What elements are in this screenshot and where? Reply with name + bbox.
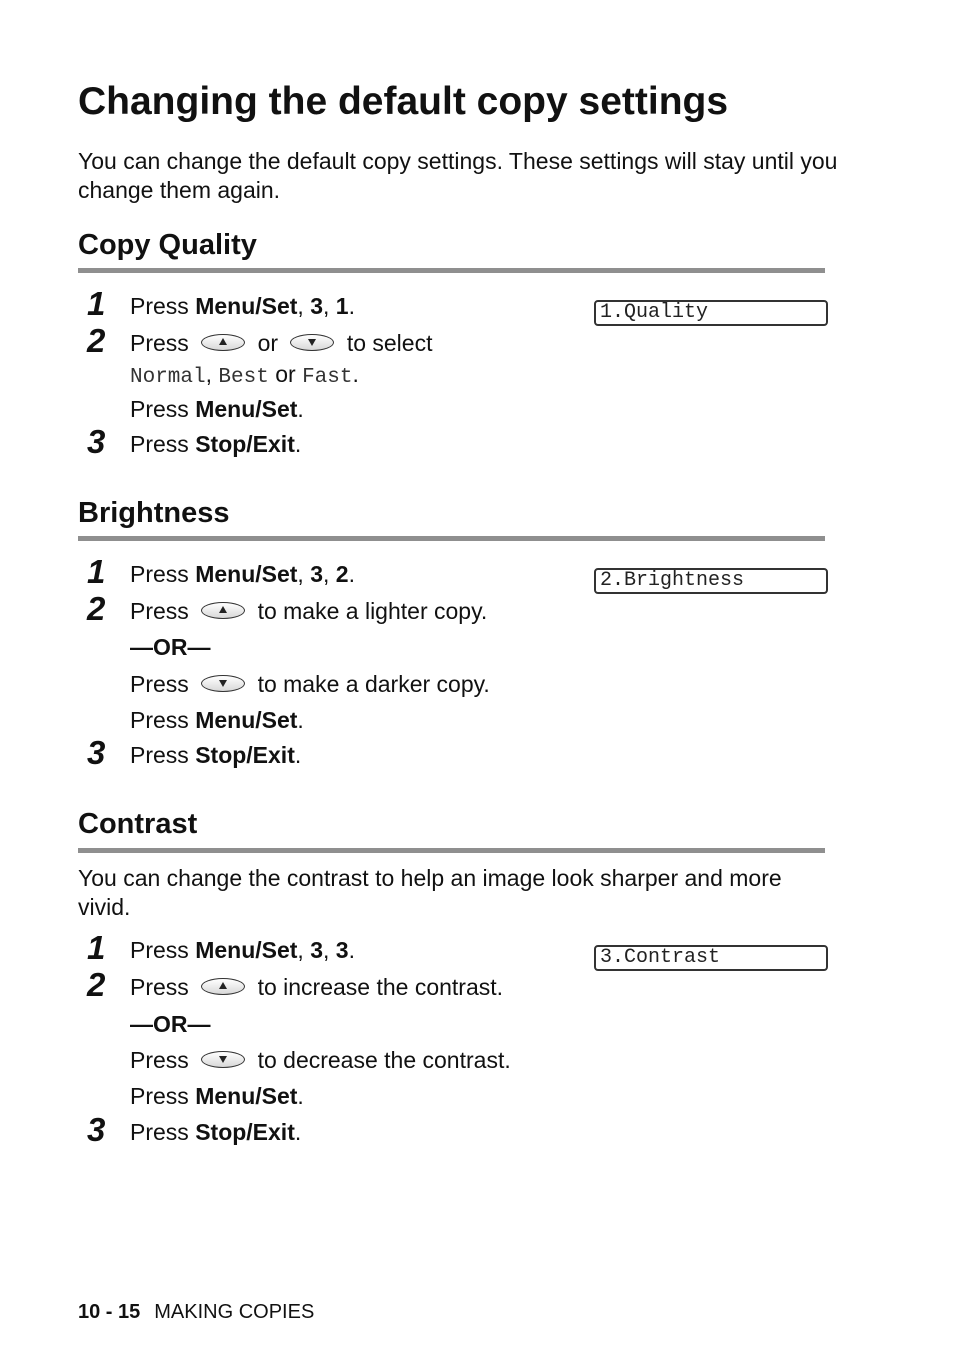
down-arrow-key-icon	[290, 334, 334, 351]
page-number: 10 - 15	[78, 1301, 141, 1323]
footer-section: MAKING COPIES	[154, 1301, 315, 1323]
step-number: 1	[87, 553, 106, 590]
or-separator: —OR—	[130, 1011, 211, 1037]
step-instruction: Press Stop/Exit.	[130, 431, 302, 457]
step-number: 2	[87, 966, 106, 1003]
step-instruction: Press to make a lighter copy.	[130, 598, 488, 624]
step-number: 3	[87, 734, 106, 771]
contrast-intro-paragraph: You can change the contrast to help an image look sharper and more vivid.	[78, 865, 782, 920]
down-arrow-key-icon	[201, 1051, 245, 1068]
step-number: 2	[87, 322, 106, 359]
step-instruction: Press Stop/Exit.	[130, 742, 302, 768]
step-number: 1	[87, 929, 106, 966]
section-rule	[78, 848, 825, 853]
up-arrow-key-icon	[201, 334, 245, 351]
step-instruction: Press Stop/Exit.	[130, 1119, 302, 1145]
step-instruction: Press Menu/Set.	[130, 707, 304, 733]
section-rule	[78, 536, 825, 541]
up-arrow-key-icon	[201, 602, 245, 619]
up-arrow-key-icon	[201, 978, 245, 995]
lcd-display-quality: 1.Quality	[594, 300, 828, 326]
section-heading-contrast: Contrast	[78, 808, 198, 840]
section-heading-copy-quality: Copy Quality	[78, 229, 257, 261]
step-instruction: Press Menu/Set, 3, 2.	[130, 561, 355, 587]
option-best: Best	[218, 366, 269, 389]
step-instruction: Press or to select	[130, 330, 433, 356]
page-title: Changing the default copy settings	[78, 80, 729, 123]
step-instruction: Press Menu/Set, 3, 1.	[130, 293, 355, 319]
option-fast: Fast	[302, 366, 353, 389]
step-number: 3	[87, 1111, 106, 1148]
step-instruction: Press to increase the contrast.	[130, 974, 504, 1000]
step-number: 3	[87, 423, 106, 460]
step-instruction: Press to make a darker copy.	[130, 671, 490, 697]
intro-paragraph: You can change the default copy settings. These settings will stay until you change them again.	[78, 148, 838, 203]
section-heading-brightness: Brightness	[78, 497, 230, 529]
down-arrow-key-icon	[201, 675, 245, 692]
page-footer	[78, 1301, 314, 1324]
lcd-display-brightness: 2.Brightness	[594, 568, 828, 594]
step-instruction: Press Menu/Set.	[130, 1083, 304, 1109]
step-instruction: Press Menu/Set, 3, 3.	[130, 937, 355, 963]
lcd-display-contrast: 3.Contrast	[594, 945, 828, 971]
step-instruction: Press Menu/Set.	[130, 396, 304, 422]
option-normal: Normal	[130, 366, 206, 389]
step-instruction: Press to decrease the contrast.	[130, 1047, 511, 1073]
section-rule	[78, 268, 825, 273]
step-number: 1	[87, 285, 106, 322]
option-list: Normal, Best or Fast.	[130, 361, 359, 389]
step-number: 2	[87, 590, 106, 627]
or-separator: —OR—	[130, 634, 211, 660]
